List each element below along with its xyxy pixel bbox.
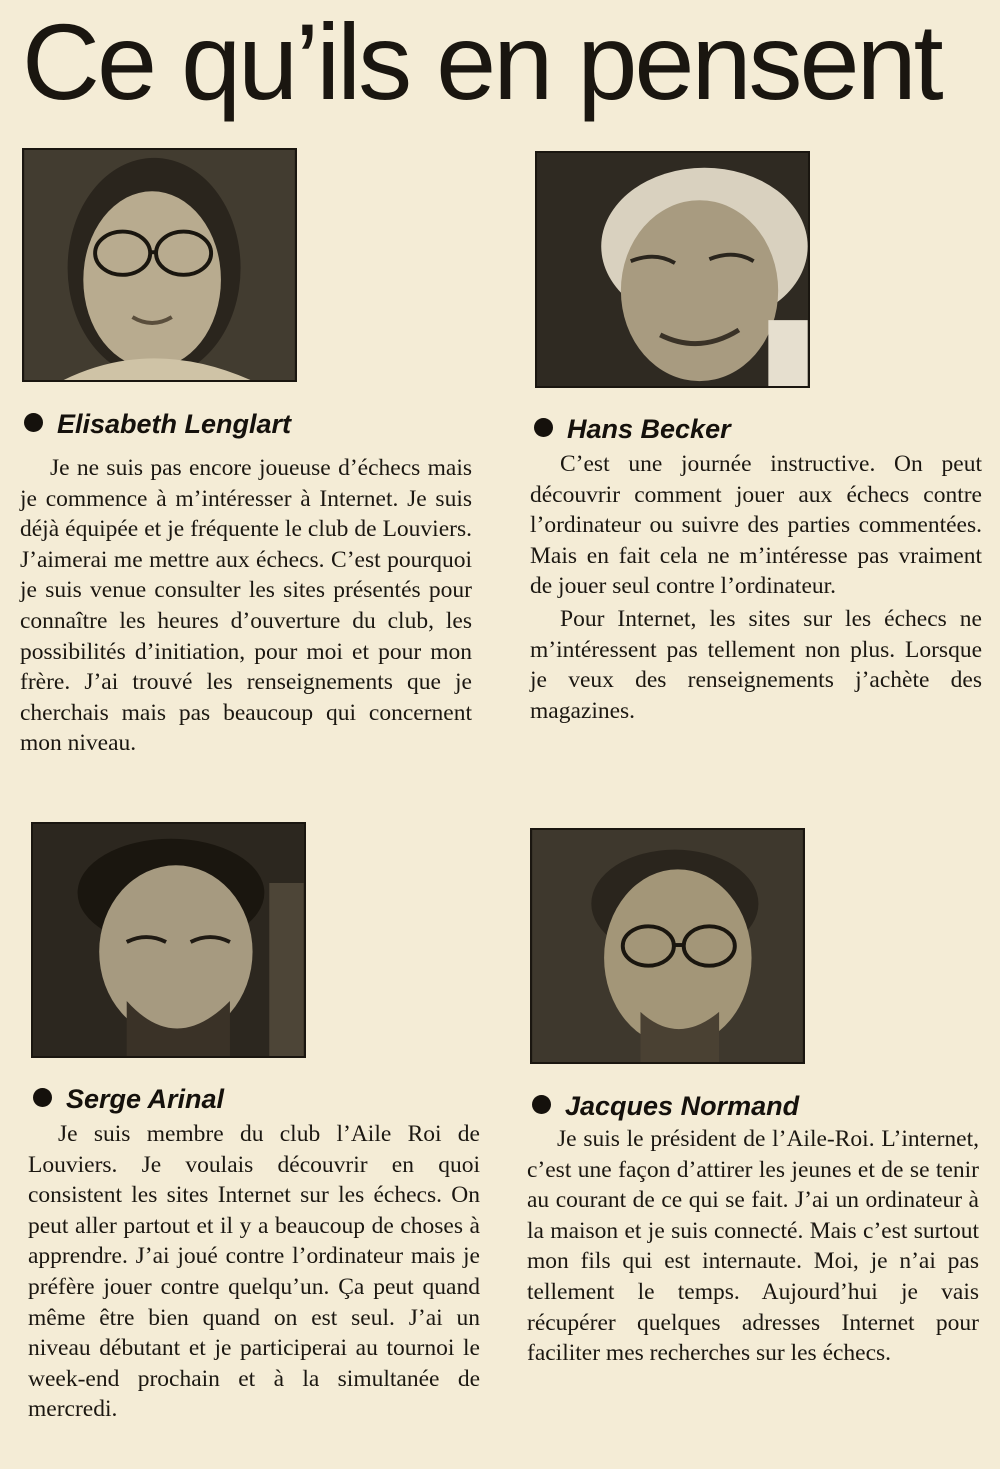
testimonial-text: Je suis membre du club l’Aile Roi de Louviers. Je voulais découvrir en quoi consistent les sites Internet sur les échecs. On peut aller partout et il y a beaucoup de choses à apprendre. J’ai joué contre l’ordinateur mais je préfère jouer contre quelqu’un. Ça peut quand même être bien quand on est seul. J’ai un niveau débutant et je participerai au tournoi le week-end prochain et à la simultanée de mercredi. xyxy=(28,1121,480,1423)
testimonial-name: Hans Becker xyxy=(534,413,731,445)
bullet-icon xyxy=(532,1095,551,1114)
portrait-man-glasses-icon xyxy=(532,830,803,1062)
portrait-serge-arinal xyxy=(31,822,306,1058)
testimonial-name: Elisabeth Lenglart xyxy=(24,408,291,440)
portrait-hans-becker xyxy=(535,151,810,388)
portrait-man-white-hair-icon xyxy=(537,153,808,386)
portrait-man-beard-icon xyxy=(33,824,304,1056)
portrait-woman-glasses-icon xyxy=(24,150,295,380)
bullet-icon xyxy=(24,413,43,432)
testimonial-text: Je suis le président de l’Aile-Roi. L’internet, c’est une façon d’attirer les jeunes et de se tenir au courant de ce qui se fait. J’ai un ordinateur à la maison et je suis connecté. Mais c’est surtout mon fils qui est internaute. Moi, je n’ai pas tellement le temps. Aujourd’hui je vais récupérer quelques adresses Internet pour faciliter mes recherches sur les échecs. xyxy=(527,1126,979,1367)
portrait-jacques-normand xyxy=(530,828,805,1064)
bullet-icon xyxy=(33,1088,52,1107)
bullet-icon xyxy=(534,418,553,437)
testimonial-text: C’est une journée instructive. On peut découvrir comment jouer aux échecs contre l’ordinateur ou suivre des parties commentées. Mais en fait cela ne m’intéresse pas vraiment de jouer seul contre l’ordinateur. Pour Internet, les sites sur les échecs ne m’intéressent pas tellement non plus. Lorsque je veux des renseignements j’achète des magazines. xyxy=(530,451,982,724)
portrait-elisabeth-lenglart xyxy=(22,148,297,382)
testimonial-name: Jacques Normand xyxy=(532,1090,799,1122)
testimonial-text: Je ne suis pas encore joueuse d’échecs mais je commence à m’intéresser à Internet. Je suis déjà équipée et je fréquente le club de Louviers. J’aimerai me mettre aux échecs. C’est pourquoi je suis venue consulter les sites présentés pour connaître les heures d’ouverture du club, les possibilités d’initiation, pour moi et pour mon frère. J’ai trouvé les renseignements que je cherchais mais pas beaucoup qui concernent mon niveau. xyxy=(20,455,472,757)
article-headline: Ce qu’ils en pensent xyxy=(22,1,941,122)
testimonial-name: Serge Arinal xyxy=(33,1083,224,1115)
